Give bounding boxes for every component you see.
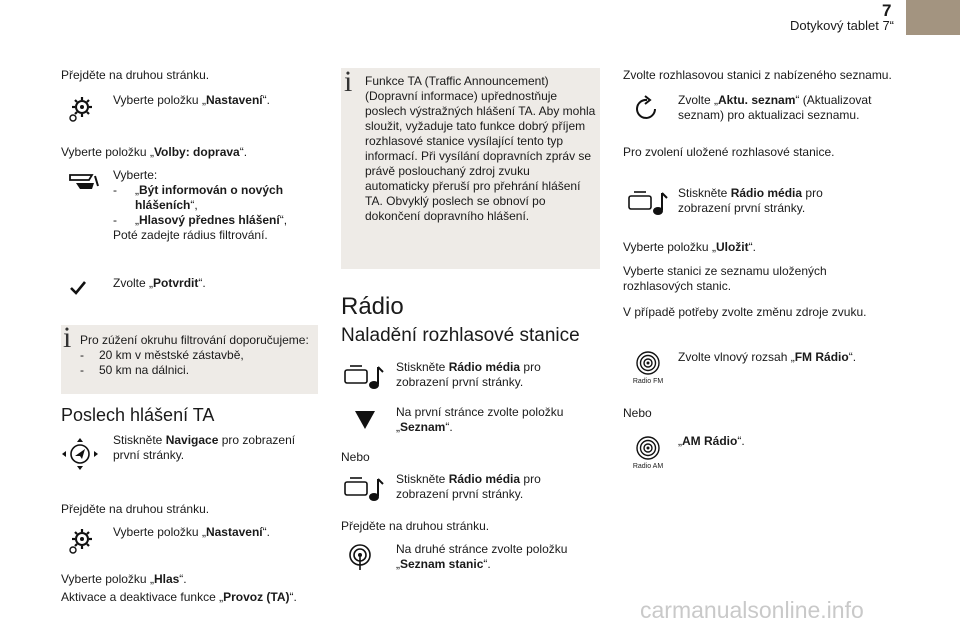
section-title: Poslech hlášení TA [61,405,215,425]
page-number: 7 [882,1,892,20]
navigation-compass-icon [60,437,100,471]
music-note-icon [344,476,384,504]
step-select-fm: Zvolte vlnový rozsah „FM Rádio“. [678,350,857,364]
music-note-icon [344,364,384,392]
instruction-text: Vyberte položku „Hlas“. [61,572,187,586]
instruction-text: Přejděte na druhou stránku. [61,502,210,516]
note-item: - 20 km v městské zástavbě, [80,348,244,362]
chapter-tab [906,0,960,35]
or-text: Nebo [341,450,370,464]
note-title: Pro zúžení okruhu filtrování doporučujeme: [80,333,309,347]
page-header-title: Dotykový tablet 7“ [789,18,894,33]
radio-signal-icon [348,543,372,571]
info-icon: i [63,321,72,354]
traffic-warning-icon [68,172,100,194]
down-triangle-icon [354,410,376,430]
icon-caption: Radio AM [632,463,664,470]
radio-wave-icon [635,350,661,376]
step-press-radio-media: Stiskněte Rádio média pro zobrazení první stránky. [396,472,541,501]
info-note [61,321,318,394]
step-update-list: Zvolte „Aktu. seznam“ (Aktualizovat seznam) pro aktualizaci seznamu. [678,93,872,122]
step-select-settings: Vyberte položku „Nastavení“. [113,525,270,539]
step-press-radio-media: Stiskněte Rádio média pro zobrazení první stránky. [396,360,541,389]
instruction-text: Vyberte položku „Uložit“. [623,240,756,254]
step-select-settings: Vyberte položku „Nastavení“. [113,93,270,107]
page-title: Rádio [341,293,404,320]
info-note [341,65,600,269]
step-select-station-list: Na druhé stránce zvolte položku „Seznam stanic“. [396,542,568,571]
settings-gear-icon [66,95,98,123]
instruction-text: Vyberte položku „Volby: doprava“. [61,145,248,159]
instruction-text: Přejděte na druhou stránku. [341,519,490,533]
step-select-list: Na první stránce zvolte položku „Seznam“. [396,405,564,434]
music-note-icon [628,190,668,218]
info-icon: i [344,65,353,98]
check-icon [70,281,86,295]
step-press-radio-media: Stiskněte Rádio média pro zobrazení první stránky. [678,186,823,215]
instruction-text: V případě potřeby zvolte změnu zdroje zvuku. [623,305,867,319]
step-press-navigation: Stiskněte Navigace pro zobrazení první stránky. [113,433,296,462]
step-confirm: Zvolte „Potvrdit“. [113,276,206,290]
instruction-text: Pro zvolení uložené rozhlasové stanice. [623,145,835,159]
instruction-text: Přejděte na druhou stránku. [61,68,210,82]
step-select-am: „AM Rádio“. [678,434,745,448]
refresh-icon [633,95,661,123]
note-item: - 50 km na dálnici. [80,363,190,377]
icon-caption: Radio FM [632,378,664,385]
or-text: Nebo [623,406,652,420]
watermark-text: carmanualsonline.info [640,597,864,623]
settings-gear-icon [66,527,98,555]
instruction-text: Aktivace a deaktivace funkce „Provoz (TA)“. [61,590,297,604]
note-text: Funkce TA (Traffic Announcement) (Dopravní informace) upřednostňuje poslech výstražných hlášení TA. Aby mohla sloužit, vyžaduje tato funkce dobrý příjem rozhlasové stanice vysílající tento typ informací. Při vysílání dopravních zpráv se právě poslouchaný zdroj zvuku automaticky přeruší pro přehrání hlášení TA. Obvyklý poslech se obnoví po dokončení dopravního hlášení. [365,74,596,223]
radio-wave-icon [635,435,661,461]
step-select-options: Vyberte: - „Být informován o nových hlášeních“, - „Hlasový přednes hlášení“, Poté zadejte rádius filtrování. [113,168,288,242]
instruction-text: Zvolte rozhlasovou stanici z nabízeného seznamu. [623,68,892,82]
instruction-text: Vyberte stanici ze seznamu uložených rozhlasových stanic. [623,264,827,293]
section-title: Naladění rozhlasové stanice [341,325,580,346]
